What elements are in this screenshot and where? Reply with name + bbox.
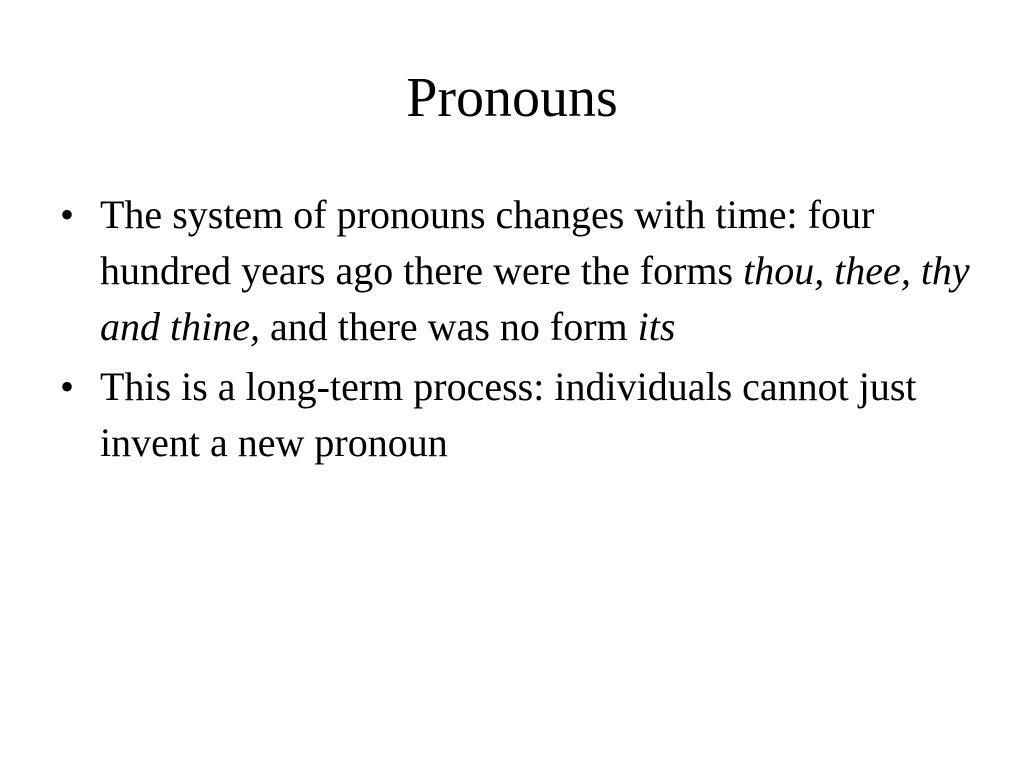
bullet-icon: •: [60, 192, 75, 237]
bullet-text: [100, 192, 970, 349]
bullet-italic-segment: thou, thee, thy and thine,: [100, 248, 970, 349]
slide-title: Pronouns: [406, 67, 618, 129]
bullet-item: [60, 359, 980, 471]
bullet-text-segment: and there was no form: [259, 304, 638, 349]
bullet-italic-segment: its: [637, 304, 676, 349]
bullet-icon: •: [60, 364, 75, 409]
bullet-item: [60, 187, 980, 355]
bullet-text: This is a long-term process: individuals cannot just invent a new pronoun: [100, 364, 917, 465]
bullet-text-segment: The system of pronouns changes with time: four hundred years ago there were the forms: [100, 192, 875, 293]
bullet-list: [60, 187, 980, 475]
